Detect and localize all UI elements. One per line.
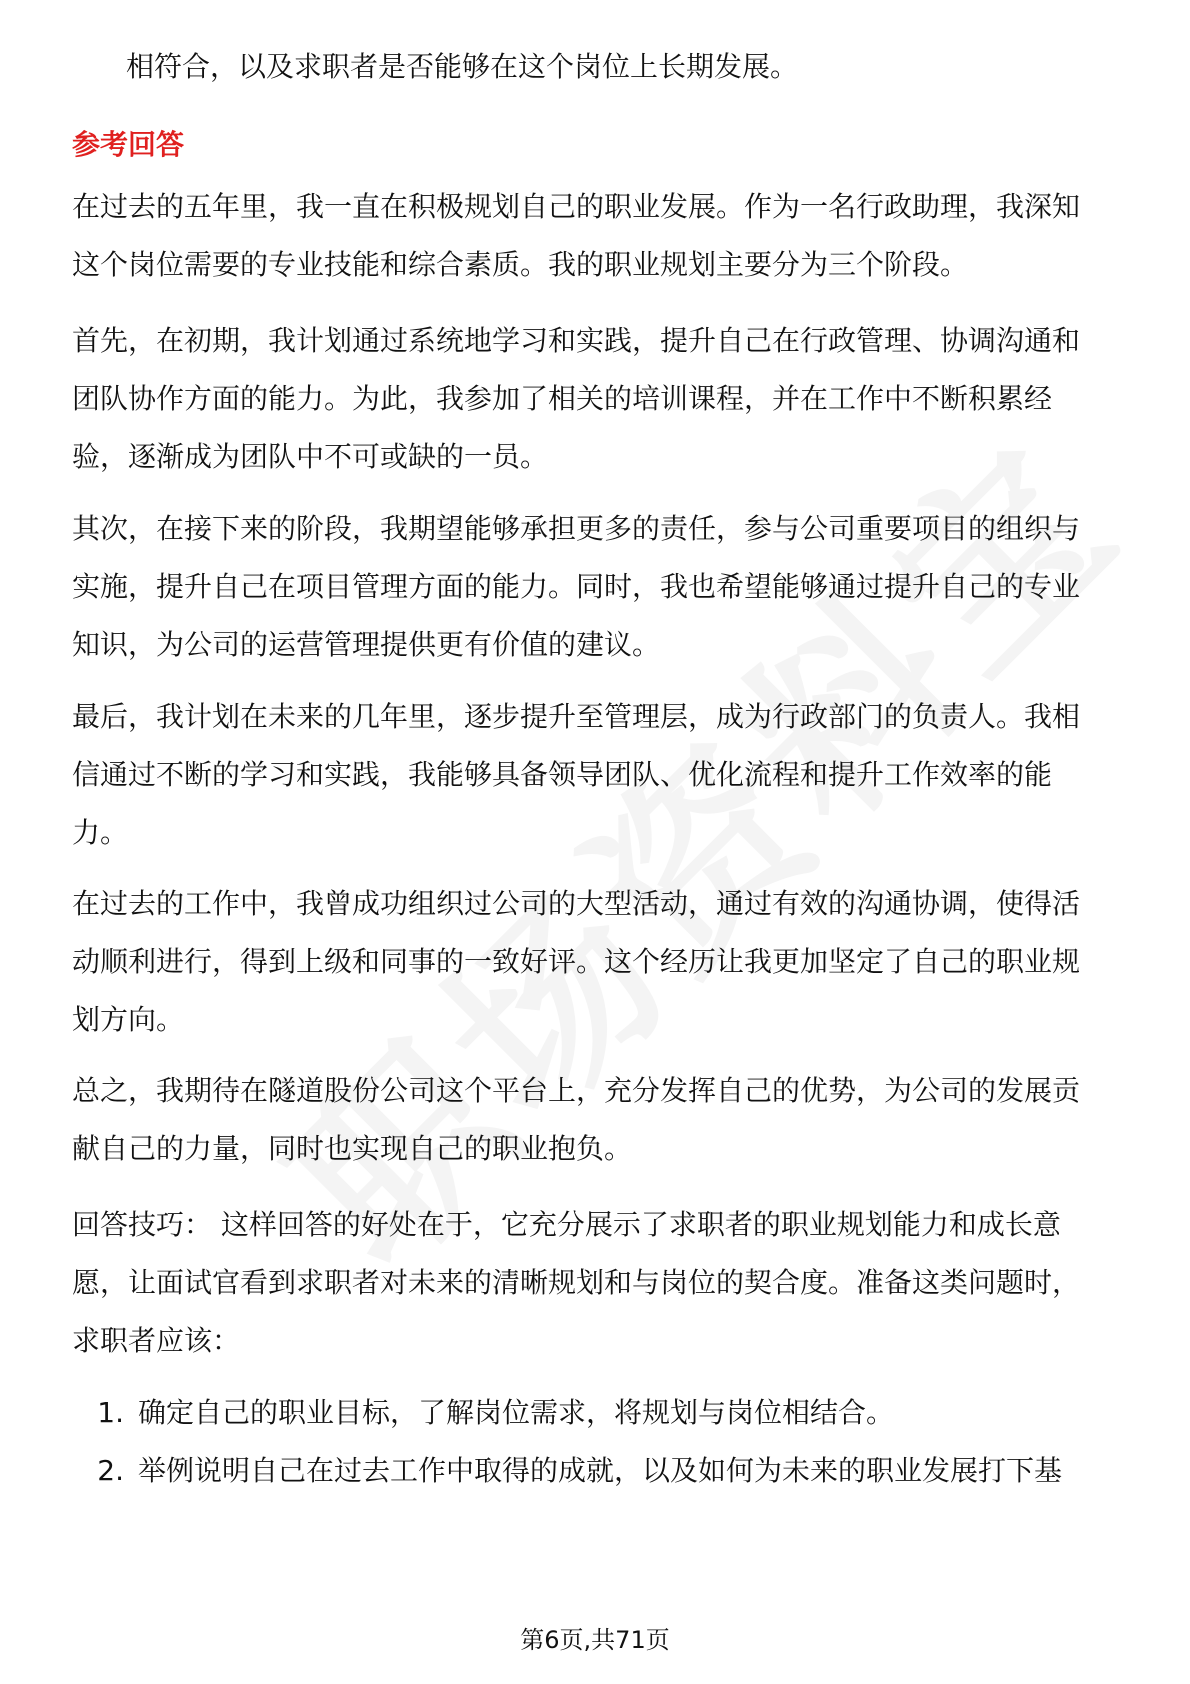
list-item xyxy=(72,1442,1118,1500)
paragraph-line: 回答技巧： 这样回答的好处在于，它充分展示了求职者的职业规划能力和成长意 xyxy=(72,1208,1061,1241)
paragraph-line: 其次，在接下来的阶段，我期望能够承担更多的责任，参与公司重要项目的组织与 xyxy=(72,512,1081,545)
page-footer: 第6页,共71页 xyxy=(520,1626,670,1654)
list-item-number: 2. xyxy=(97,1454,124,1487)
paragraph-line: 在过去的五年里，我一直在积极规划自己的职业发展。作为一名行政助理，我深知 xyxy=(72,190,1081,223)
paragraph-line: 团队协作方面的能力。为此，我参加了相关的培训课程，并在工作中不断积累经 xyxy=(72,382,1053,415)
list-item-text: 确定自己的职业目标，了解岗位需求，将规划与岗位相结合。 xyxy=(138,1396,895,1429)
paragraph-line: 力。 xyxy=(72,816,129,849)
paragraph-line: 最后，我计划在未来的几年里，逐步提升至管理层，成为行政部门的负责人。我相 xyxy=(72,700,1081,733)
paragraph-line: 首先，在初期，我计划通过系统地学习和实践，提升自己在行政管理、协调沟通和 xyxy=(72,324,1081,357)
list-item xyxy=(72,1384,1118,1442)
list-item-number: 1. xyxy=(97,1396,124,1429)
intro-continuation-line: 相符合，以及求职者是否能够在这个岗位上长期发展。 xyxy=(126,50,799,83)
paragraph-line: 这个岗位需要的专业技能和综合素质。我的职业规划主要分为三个阶段。 xyxy=(72,248,969,281)
answer-tips-paragraph xyxy=(72,1196,1118,1370)
paragraph-line: 愿，让面试官看到求职者对未来的清晰规划和与岗位的契合度。准备这类问题时， xyxy=(72,1266,1081,1299)
paragraph-line: 献自己的力量，同时也实现自己的职业抱负。 xyxy=(72,1132,633,1165)
paragraph-line: 在过去的工作中，我曾成功组织过公司的大型活动，通过有效的沟通协调，使得活 xyxy=(72,887,1081,920)
paragraph-1 xyxy=(72,178,1118,294)
paragraph-6 xyxy=(72,1062,1118,1178)
list-item-text: 举例说明自己在过去工作中取得的成就，以及如何为未来的职业发展打下基 xyxy=(138,1454,1063,1487)
paragraph-4 xyxy=(72,688,1118,862)
paragraph-line: 动顺利进行，得到上级和同事的一致好评。这个经历让我更加坚定了自己的职业规 xyxy=(72,945,1081,978)
paragraph-2 xyxy=(72,312,1118,486)
paragraph-5 xyxy=(72,875,1118,1049)
paragraph-line: 信通过不断的学习和实践，我能够具备领导团队、优化流程和提升工作效率的能 xyxy=(72,758,1053,791)
paragraph-3 xyxy=(72,500,1118,674)
paragraph-line: 验，逐渐成为团队中不可或缺的一员。 xyxy=(72,440,549,473)
paragraph-line: 知识，为公司的运营管理提供更有价值的建议。 xyxy=(72,628,661,661)
paragraph-line: 求职者应该： xyxy=(72,1324,241,1357)
paragraph-line: 总之，我期待在隧道股份公司这个平台上，充分发挥自己的优势，为公司的发展贡 xyxy=(72,1074,1081,1107)
tips-list xyxy=(72,1384,1118,1500)
section-title: 参考回答 xyxy=(72,128,185,161)
paragraph-line: 实施，提升自己在项目管理方面的能力。同时，我也希望能够通过提升自己的专业 xyxy=(72,570,1081,603)
paragraph-line: 划方向。 xyxy=(72,1003,185,1036)
